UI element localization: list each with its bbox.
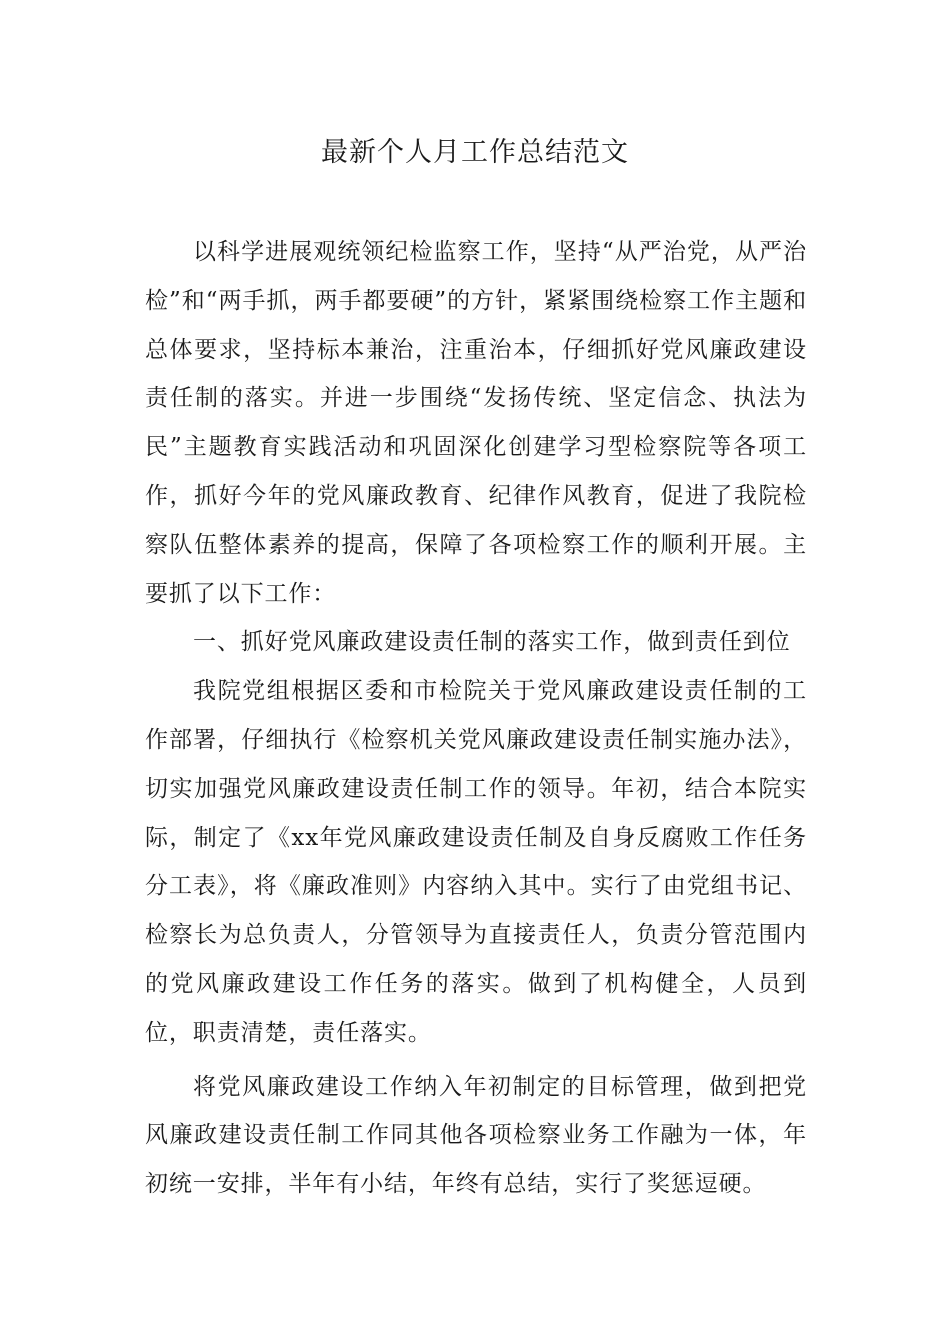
document-body [145, 228, 807, 1209]
paragraph-responsibility: 我院党组根据区委和市检院关于党风廉政建设责任制的工作部署，仔细执行《检察机关党风廉政建设责任制实施办法》，切实加强党风廉政建设责任制工作的领导。年初，结合本院实际，制定了《xx年党风廉政建设责任制及自身反腐败工作任务分工表》，将《廉政准则》内容纳入其中。实行了由党组书记、检察长为总负责人，分管领导为直接责任人，负责分管范围内的党风廉政建设工作任务的落实。做到了机构健全，人员到位，职责清楚，责任落实。 [145, 678, 807, 1046]
section-heading-1: 一、抓好党风廉政建设责任制的落实工作，做到责任到位 [193, 629, 791, 656]
document-title: 最新个人月工作总结范文 [321, 137, 629, 168]
paragraph-intro: 以科学进展观统领纪检监察工作，坚持“从严治党，从严治检”和“两手抓，两手都要硬”的方针，紧紧围绕检察工作主题和总体要求，坚持标本兼治，注重治本，仔细抓好党风廉政建设责任制的落实。并进一步围绕“发扬传统、坚定信念、执法为民”主题教育实践活动和巩固深化创建学习型检察院等各项工作，抓好今年的党风廉政教育、纪律作风教育，促进了我院检察队伍整体素养的提高，保障了各项检察工作的顺利开展。主要抓了以下工作： [145, 239, 807, 607]
paragraph-target-management: 将党风廉政建设工作纳入年初制定的目标管理，做到把党风廉政建设责任制工作同其他各项检察业务工作融为一体，年初统一安排，半年有小结，年终有总结，实行了奖惩逗硬。 [145, 1073, 807, 1198]
